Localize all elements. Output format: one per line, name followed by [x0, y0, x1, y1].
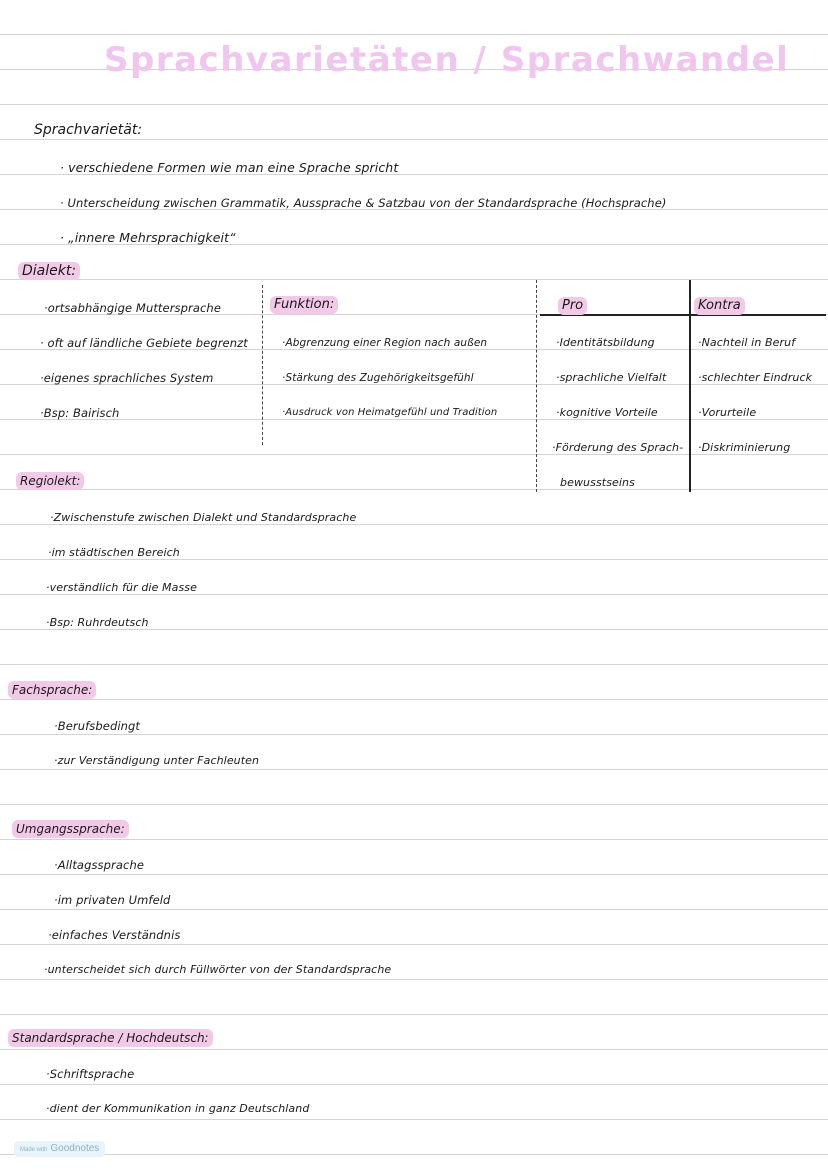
- list-item: ·verständlich für die Masse: [46, 581, 197, 594]
- list-item: ·Nachteil in Beruf: [698, 336, 796, 349]
- list-item: ·kognitive Vorteile: [556, 406, 658, 419]
- column-divider-dashed: [262, 285, 263, 445]
- list-item: ·einfaches Verständnis: [48, 928, 181, 942]
- list-item: ·eigenes sprachliches System: [40, 371, 214, 385]
- list-item: · oft auf ländliche Gebiete begrenzt: [40, 336, 248, 350]
- table-column-divider: [689, 280, 691, 492]
- list-item: · „innere Mehrsprachigkeit“: [60, 230, 236, 245]
- heading-umgangssprache: Umgangssprache:: [12, 820, 129, 838]
- list-item: ·schlechter Eindruck: [698, 371, 813, 384]
- list-item: ·Ausdruck von Heimatgefühl und Tradition: [282, 407, 498, 418]
- heading-fachsprache: Fachsprache:: [8, 681, 96, 699]
- list-item: ·sprachliche Vielfalt: [556, 371, 667, 384]
- heading-regiolekt: Regiolekt:: [16, 472, 84, 490]
- list-item: ·unterscheidet sich durch Füllwörter von der Standardsprache: [44, 963, 392, 976]
- list-item: ·Förderung des Sprach-: [552, 441, 684, 454]
- list-item: ·Identitätsbildung: [556, 336, 655, 349]
- column-divider-dashed: [536, 280, 537, 492]
- heading-pro: Pro: [558, 297, 587, 315]
- list-item: · Unterscheidung zwischen Grammatik, Aussprache & Satzbau von der Standardsprache (Hochsprache): [60, 196, 667, 210]
- list-item: ·Diskriminierung: [698, 441, 791, 454]
- list-item: ·Vorurteile: [698, 406, 757, 419]
- list-item: ·Stärkung des Zugehörigkeitsgefühl: [282, 372, 474, 384]
- list-item: ·im privaten Umfeld: [54, 893, 171, 907]
- list-item: ·Alltagssprache: [54, 858, 145, 872]
- heading-kontra: Kontra: [694, 297, 745, 315]
- list-item: bewusstseins: [560, 476, 635, 489]
- footer-prefix: Made with: [20, 1147, 48, 1153]
- heading-sprachvarietaet: Sprachvarietät:: [34, 122, 143, 138]
- list-item: ·Abgrenzung einer Region nach außen: [282, 337, 488, 349]
- list-item: ·Bsp: Ruhrdeutsch: [46, 616, 149, 629]
- footer-brand: Goodnotes: [50, 1143, 100, 1154]
- list-item: ·Schriftsprache: [46, 1067, 135, 1081]
- list-item: ·ortsabhängige Muttersprache: [44, 301, 222, 315]
- heading-funktion: Funktion:: [270, 296, 338, 314]
- page-title: Sprachvarietäten / Sprachwandel: [104, 40, 790, 80]
- list-item: ·Berufsbedingt: [54, 719, 141, 733]
- list-item: · verschiedene Formen wie man eine Sprache spricht: [60, 160, 399, 175]
- list-item: ·dient der Kommunikation in ganz Deutschland: [46, 1102, 310, 1115]
- heading-standardsprache: Standardsprache / Hochdeutsch:: [8, 1029, 213, 1047]
- goodnotes-badge: [14, 1141, 105, 1157]
- heading-dialekt: Dialekt:: [18, 262, 80, 280]
- list-item: ·im städtischen Bereich: [48, 546, 180, 559]
- list-item: ·Zwischenstufe zwischen Dialekt und Standardsprache: [50, 511, 357, 524]
- list-item: ·Bsp: Bairisch: [40, 406, 120, 420]
- list-item: ·zur Verständigung unter Fachleuten: [54, 754, 260, 767]
